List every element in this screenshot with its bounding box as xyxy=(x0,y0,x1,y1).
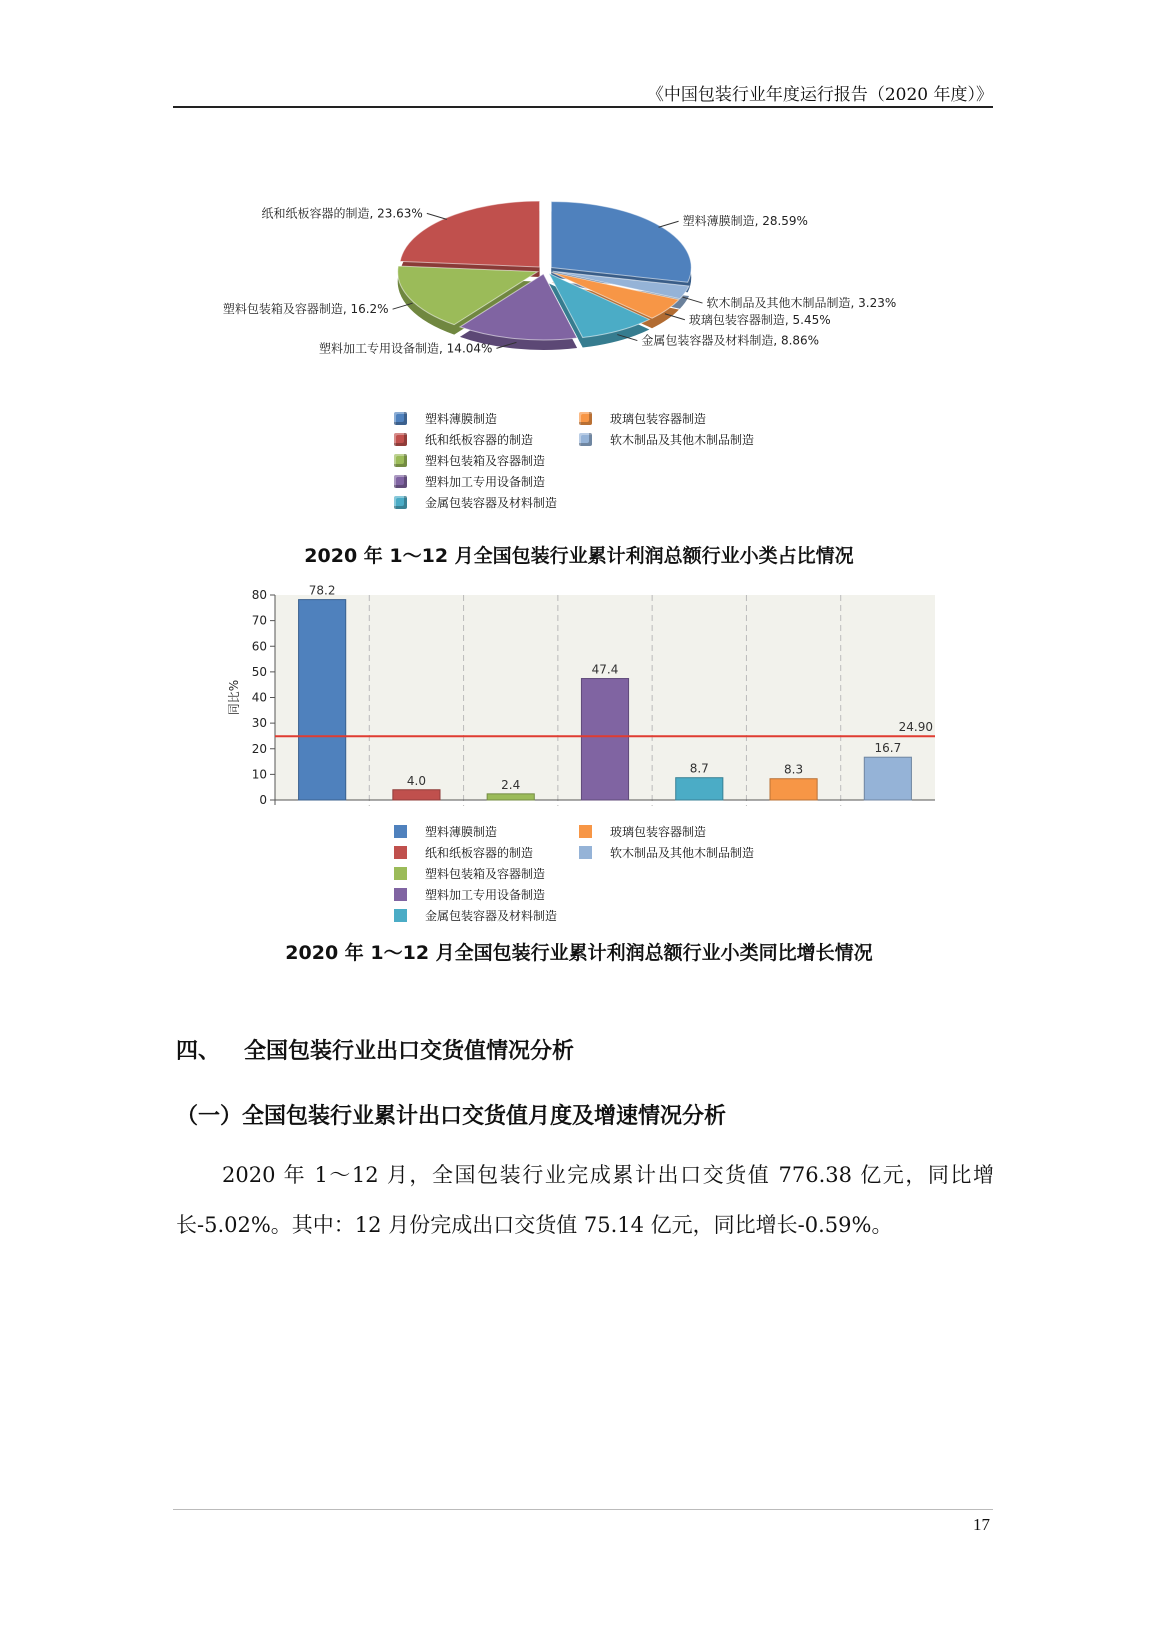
section-heading xyxy=(176,1034,574,1065)
pie-data-label: 软木制品及其他木制品制造, 3.23% xyxy=(706,296,897,311)
legend-item xyxy=(579,865,779,882)
legend-swatch xyxy=(394,454,407,467)
reference-line-label: 24.90 xyxy=(898,720,933,735)
legend-swatch xyxy=(394,496,407,509)
pie-data-label: 纸和纸板容器的制造, 23.63% xyxy=(261,206,423,221)
pie-data-label: 塑料加工专用设备制造, 14.04% xyxy=(319,341,493,356)
bar-chart-caption: 2020 年 1～12 月全国包装行业累计利润总额行业小类同比增长情况 xyxy=(285,942,873,964)
legend-label: 塑料加工专用设备制造 xyxy=(425,475,546,489)
legend-label: 金属包装容器及材料制造 xyxy=(425,496,558,510)
legend-swatch xyxy=(394,412,407,425)
pie-data-label: 金属包装容器及材料制造, 8.86% xyxy=(641,333,820,348)
legend-item xyxy=(579,473,779,490)
subsection-heading: （一）全国包装行业累计出口交货值月度及增速情况分析 xyxy=(176,1104,727,1129)
bar-value-label: 47.4 xyxy=(591,662,619,677)
y-tick-label: 80 xyxy=(251,588,267,602)
legend-item xyxy=(394,823,579,840)
y-tick-label: 50 xyxy=(251,664,267,679)
legend-item xyxy=(394,410,579,427)
legend-label: 塑料薄膜制造 xyxy=(425,825,498,839)
legend-item xyxy=(394,865,579,882)
bar xyxy=(581,679,628,800)
pie-slice xyxy=(551,202,691,283)
pie-data-label: 塑料包装箱及容器制造, 16.2% xyxy=(222,302,389,317)
bar-value-label: 78.2 xyxy=(308,583,336,598)
y-tick-label: 40 xyxy=(251,690,267,705)
legend-item xyxy=(394,886,579,903)
bar xyxy=(487,794,534,800)
legend-label: 金属包装容器及材料制造 xyxy=(425,909,558,923)
legend-item xyxy=(579,907,779,924)
legend-swatch xyxy=(394,825,407,838)
legend-label: 塑料加工专用设备制造 xyxy=(425,888,546,902)
bar xyxy=(676,778,723,800)
y-tick-label: 0 xyxy=(259,793,267,807)
legend-swatch xyxy=(394,909,407,922)
legend-item xyxy=(579,431,779,448)
legend-item xyxy=(579,844,779,861)
pie-chart-caption: 2020 年 1～12 月全国包装行业累计利润总额行业小类占比情况 xyxy=(304,545,854,567)
legend-item xyxy=(394,844,579,861)
legend-item xyxy=(394,494,579,511)
legend-item xyxy=(394,431,579,448)
legend-swatch xyxy=(579,412,592,425)
legend-swatch xyxy=(394,846,407,859)
legend-label: 塑料薄膜制造 xyxy=(425,412,498,426)
y-tick-label: 10 xyxy=(251,767,267,782)
legend-label: 纸和纸板容器的制造 xyxy=(425,433,534,447)
legend-item xyxy=(394,473,579,490)
legend-swatch xyxy=(579,433,592,446)
legend-label: 塑料包装箱及容器制造 xyxy=(425,454,546,468)
y-tick-label: 70 xyxy=(251,613,267,628)
legend-swatch xyxy=(394,475,407,488)
running-header: 《中国包装行业年度运行报告（2020 年度）》 xyxy=(646,85,993,105)
legend-label: 玻璃包装容器制造 xyxy=(610,825,707,839)
bar-value-label: 16.7 xyxy=(874,741,902,756)
legend-swatch xyxy=(394,888,407,901)
pie-legend xyxy=(394,410,779,511)
legend-label: 纸和纸板容器的制造 xyxy=(425,846,534,860)
bar-value-label: 8.3 xyxy=(784,762,804,777)
legend-label: 软木制品及其他木制品制造 xyxy=(610,846,755,860)
legend-label: 玻璃包装容器制造 xyxy=(610,412,707,426)
section-number: 四、 xyxy=(176,1039,221,1064)
bar-value-label: 8.7 xyxy=(689,761,709,776)
bar xyxy=(864,757,911,800)
legend-item xyxy=(579,452,779,469)
y-tick-label: 30 xyxy=(251,716,267,731)
legend-swatch xyxy=(394,867,407,880)
legend-swatch xyxy=(579,825,592,838)
bar-chart xyxy=(0,570,1158,815)
pie-chart xyxy=(0,180,1158,380)
bar xyxy=(770,779,817,800)
legend-swatch xyxy=(579,846,592,859)
bar-value-label: 2.4 xyxy=(501,777,521,792)
legend-label: 软木制品及其他木制品制造 xyxy=(610,433,755,447)
y-axis-label: 同比% xyxy=(227,679,241,716)
legend-item xyxy=(394,907,579,924)
legend-item xyxy=(579,494,779,511)
bar xyxy=(299,600,346,800)
pie-data-label: 玻璃包装容器制造, 5.45% xyxy=(688,312,831,327)
y-tick-label: 20 xyxy=(251,741,267,756)
footer-rule xyxy=(173,1509,993,1510)
legend-item xyxy=(579,886,779,903)
legend-swatch xyxy=(394,433,407,446)
page-number: 17 xyxy=(973,1515,990,1534)
pie-leader-line xyxy=(659,221,679,227)
body-paragraph: 2020 年 1～12 月，全国包装行业完成累计出口交货值 776.38 亿元，同比增长-5.02%。其中：12 月份完成出口交货值 75.14 亿元，同比增长-0.59%。 xyxy=(176,1163,994,1237)
y-tick-label: 60 xyxy=(251,639,267,654)
pie-data-label: 塑料薄膜制造, 28.59% xyxy=(682,214,808,229)
legend-label: 塑料包装箱及容器制造 xyxy=(425,867,546,881)
section-title: 全国包装行业出口交货值情况分析 xyxy=(244,1039,575,1064)
legend-item xyxy=(394,452,579,469)
legend-item xyxy=(579,823,779,840)
header-rule xyxy=(173,106,993,108)
bar-value-label: 4.0 xyxy=(406,773,426,788)
bar-legend xyxy=(394,823,779,924)
pie-leader-line xyxy=(427,213,447,219)
legend-item xyxy=(579,410,779,427)
bar xyxy=(393,790,440,800)
